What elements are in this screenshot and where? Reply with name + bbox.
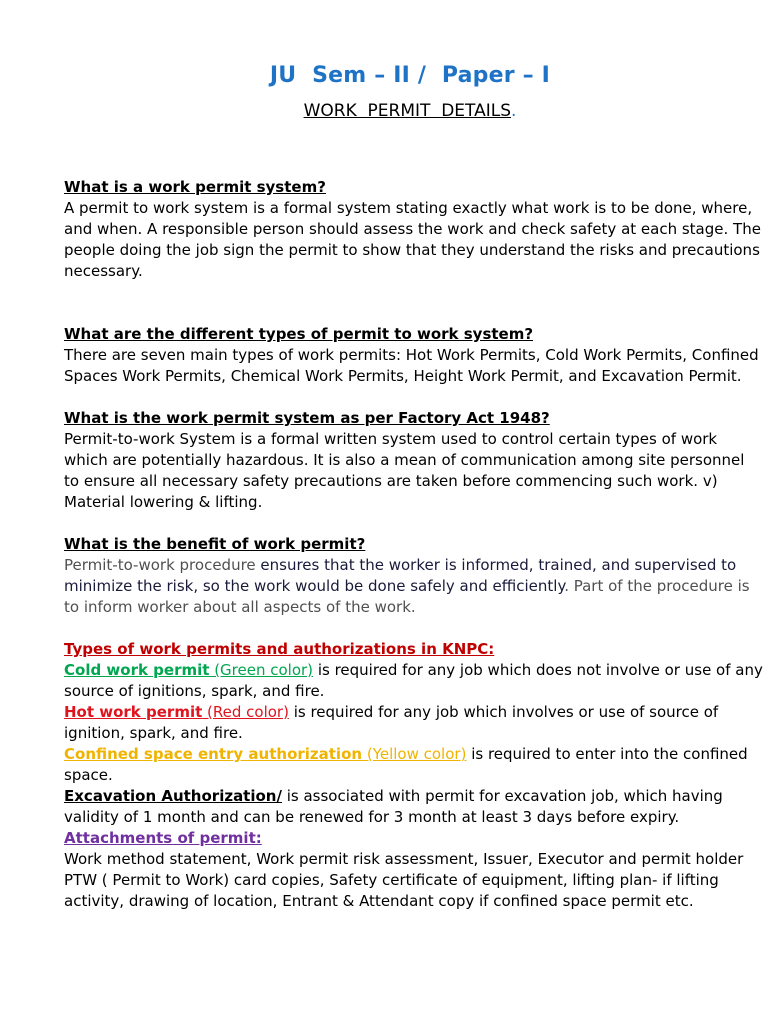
- document-body: [64, 177, 764, 912]
- answer-factory-act: Permit-to-work System is a formal written system used to control certain types of work which are potentially hazardous. It is also a mean of communication among site personnel to ensure all necessary safety precautions are taken before commencing such work. v) Material lowering & lifting.: [64, 430, 745, 511]
- spacer: [64, 618, 764, 639]
- hot-work-permit-color: (Red color): [202, 703, 289, 721]
- attachments-heading: Attachments of permit:: [64, 829, 262, 847]
- subtitle-dot: .: [511, 101, 517, 121]
- question-permit-types: What are the different types of permit to work system?: [64, 325, 534, 343]
- spacer: [64, 513, 764, 534]
- hot-work-permit-text: is required for any job which involves or use of source of ignition, spark, and fire.: [64, 703, 719, 742]
- excavation-label: Excavation Authorization/: [64, 787, 282, 805]
- question-factory-act: What is the work permit system as per Factory Act 1948?: [64, 409, 550, 427]
- confined-space-color: (Yellow color): [362, 745, 467, 763]
- question-benefit: What is the benefit of work permit?: [64, 535, 366, 553]
- excavation-line: [64, 786, 764, 828]
- question-work-permit-system: What is a work permit system?: [64, 178, 326, 196]
- answer-permit-types: There are seven main types of work permits: Hot Work Permits, Cold Work Permits, Confined Spaces Work Permits, Chemical Work Permits, Height Work Permit, and Excavation Permit.: [64, 346, 759, 385]
- answer-benefit: [64, 555, 764, 618]
- cold-work-permit-line: [64, 660, 764, 702]
- page-subtitle: [0, 98, 768, 124]
- confined-space-line: [64, 744, 764, 786]
- confined-space-text: is required to enter into the confined space.: [64, 745, 748, 784]
- page-title: JU Sem – II / Paper – I: [269, 63, 551, 88]
- benefit-part-1: Permit-to-work procedure: [64, 556, 256, 574]
- benefit-part-2: ensures that the worker is informed, trained, and supervised to minimize the risk, so the work would be done safely and efficiently: [64, 556, 737, 595]
- spacer: [64, 387, 764, 408]
- knpc-permits-heading: Types of work permits and authorizations in KNPC:: [64, 640, 495, 658]
- confined-space-label: Confined space entry authorization: [64, 745, 363, 763]
- excavation-text: is associated with permit for excavation job, which having validity of 1 month and can be renewed for 3 month at least 3 days before expiry.: [64, 787, 723, 826]
- subtitle-text: WORK PERMIT DETAILS: [303, 101, 512, 121]
- spacer: [64, 282, 764, 324]
- attachments-text: Work method statement, Work permit risk assessment, Issuer, Executor and permit holder PTW ( Permit to Work) card copies, Safety certificate of equipment, lifting plan- if lifting activity, drawing of location, Entrant & Attendant copy if confined space permit etc.: [64, 850, 744, 910]
- cold-work-permit-label: Cold work permit: [64, 661, 210, 679]
- hot-work-permit-label: Hot work permit: [64, 703, 203, 721]
- answer-work-permit-system: A permit to work system is a formal system stating exactly what work is to be done, where, and when. A responsible person should assess the work and check safety at each stage. The people doing the job sign the permit to show that they understand the risks and precautions necessary.: [64, 199, 761, 280]
- cold-work-permit-text: is required for any job which does not involve or use of any source of ignitions, spark, and fire.: [64, 661, 763, 700]
- cold-work-permit-color: (Green color): [209, 661, 314, 679]
- hot-work-permit-line: [64, 702, 764, 744]
- benefit-part-3: . Part of the procedure is to inform worker about all aspects of the work.: [64, 577, 750, 616]
